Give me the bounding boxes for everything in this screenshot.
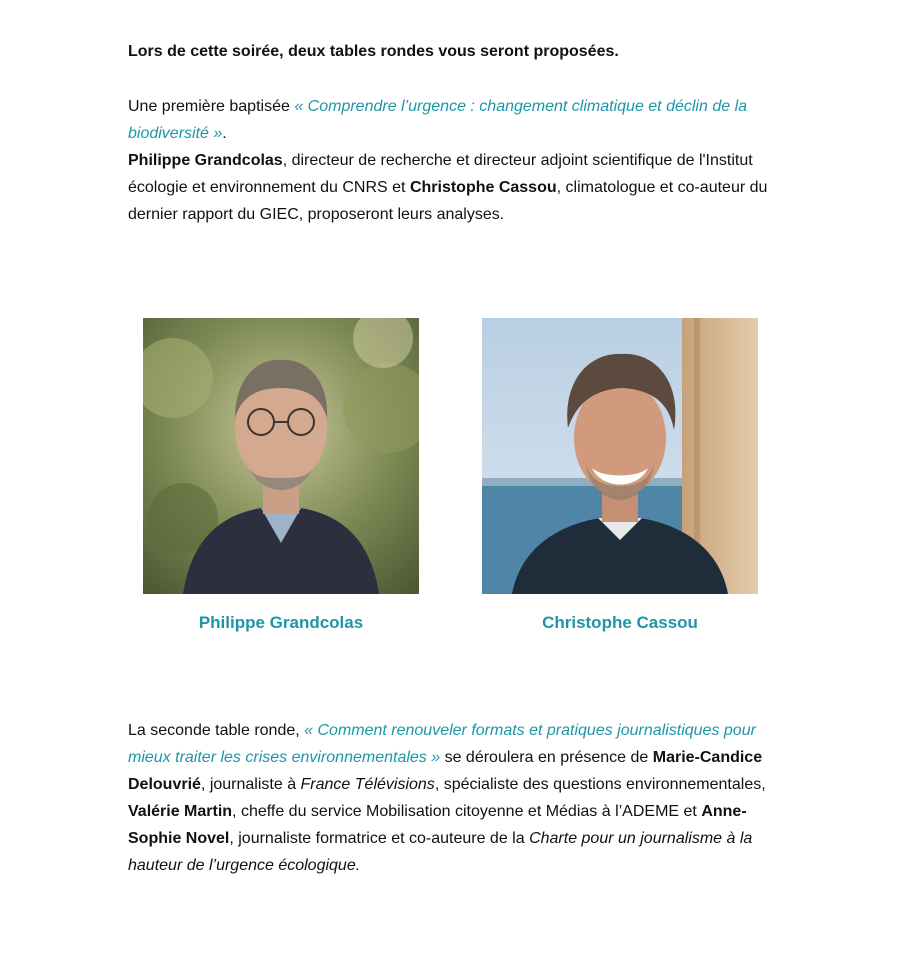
portrait-photo-cassou — [482, 318, 758, 594]
second-section — [128, 717, 778, 879]
second-round-table-paragraph — [128, 717, 778, 879]
speaker-name-novel: Anne-Sophie Novel — [128, 803, 747, 847]
first-after-title: . — [222, 125, 227, 142]
second-round-table-title: « Comment renouveler formats et pratiques journalistiques pour mieux traiter les crises environnementales » — [128, 722, 756, 766]
media-name: France Télévisions — [300, 776, 435, 793]
speaker-desc-grandcolas: , directeur de recherche et directeur adjoint scientifique de l'Institut écologie et environnement du CNRS et — [128, 152, 753, 196]
portrait-photo-grandcolas — [143, 318, 419, 594]
charter-title: Charte pour un journalisme à la hauteur de l’urgence écologique. — [128, 830, 753, 874]
first-round-table-title: « Comprendre l’urgence : changement climatique et déclin de la biodiversité » — [128, 98, 748, 142]
text-segment: , cheffe du service Mobilisation citoyenne et Médias à l’ADEME et — [232, 803, 702, 820]
first-round-table-paragraph — [128, 93, 778, 228]
first-section — [128, 38, 778, 228]
speaker-name-delouvrie: Marie-Candice Delouvrié — [128, 749, 763, 793]
first-lead: Une première baptisée — [128, 98, 295, 115]
text-segment: , journaliste formatrice et co-auteure de la — [229, 830, 530, 847]
intro-heading: Lors de cette soirée, deux tables rondes vous seront proposées. — [128, 43, 619, 60]
speaker-name-cassou: Christophe Cassou — [409, 179, 557, 196]
caption-grandcolas: Philippe Grandcolas — [198, 613, 364, 632]
speaker-name-martin: Valérie Martin — [128, 803, 233, 820]
text-segment: se déroulera en présence de — [440, 749, 653, 766]
speaker-name-grandcolas: Philippe Grandcolas — [128, 152, 283, 169]
text-segment: , journaliste à — [200, 776, 301, 793]
text-segment: , spécialiste des questions environnementales, — [434, 776, 766, 793]
speaker-card-grandcolas — [143, 318, 419, 633]
speaker-photos — [0, 318, 900, 638]
speaker-desc-cassou: , climatologue et co-auteur du dernier rapport du GIEC, proposeront leurs analyses. — [128, 179, 768, 223]
caption-cassou: Christophe Cassou — [542, 613, 698, 632]
speaker-card-cassou — [482, 318, 758, 633]
second-lead: La seconde table ronde, — [128, 722, 305, 739]
